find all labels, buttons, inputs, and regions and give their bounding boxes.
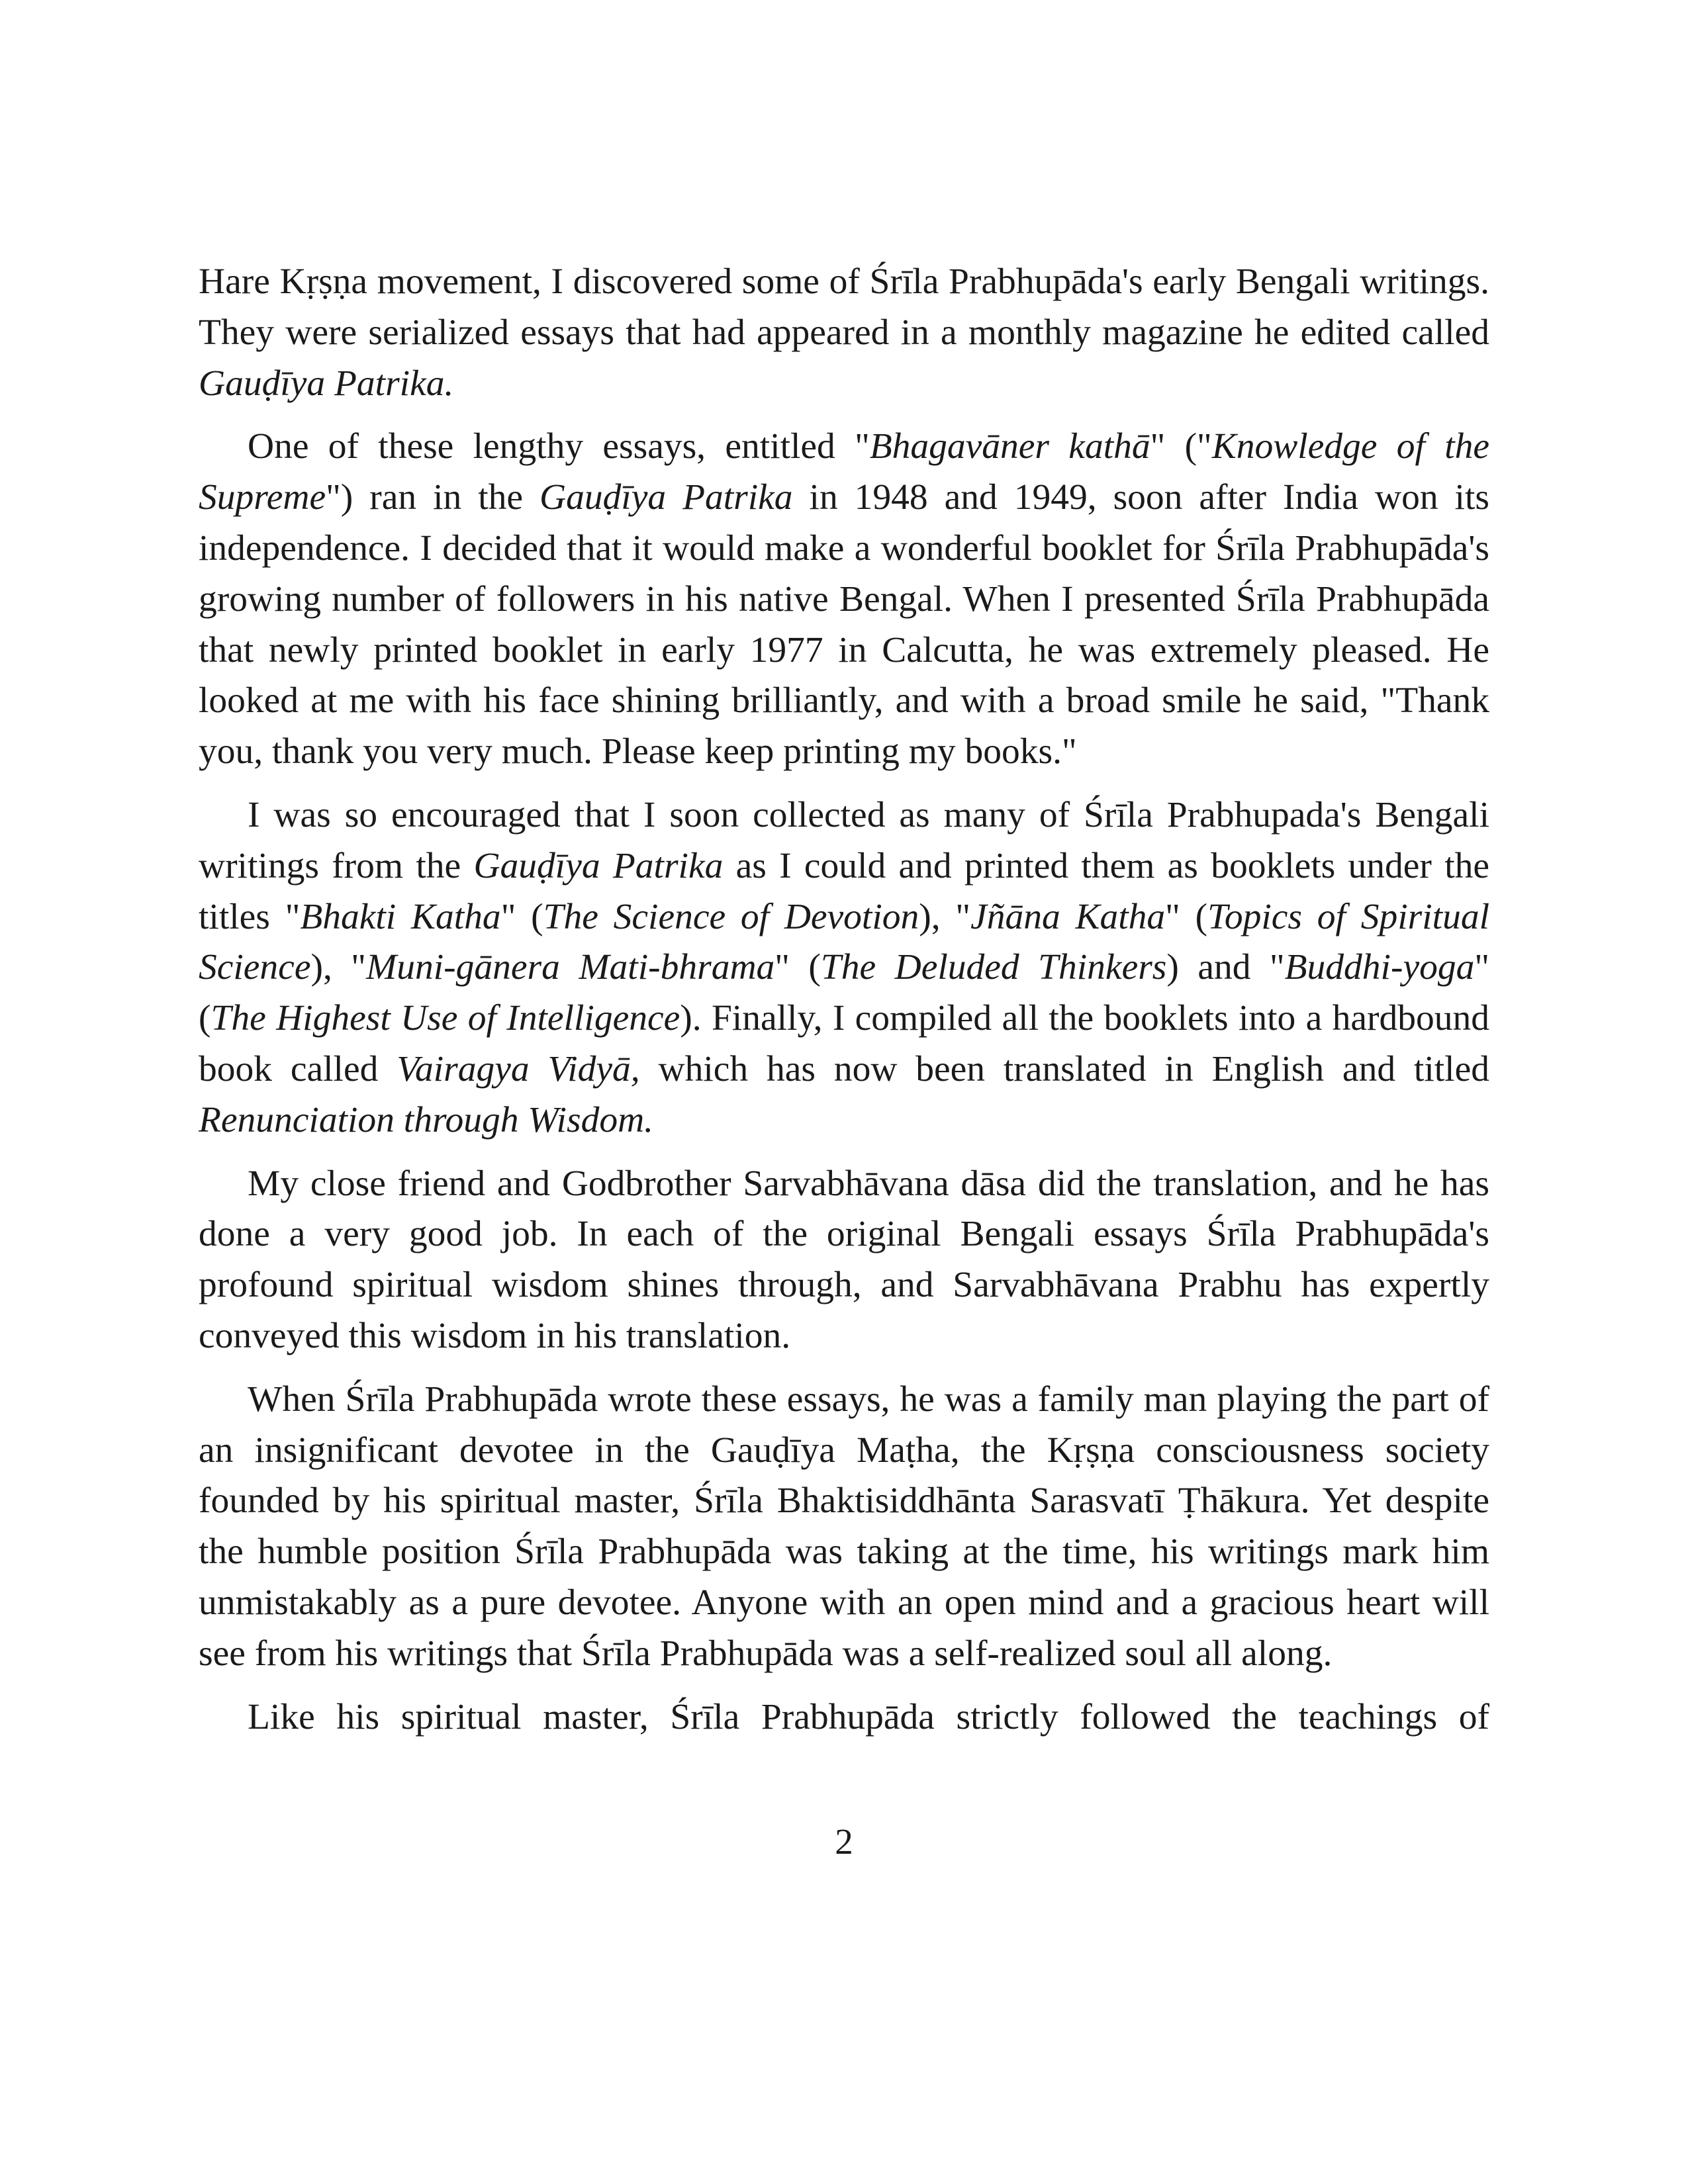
- text-run: ") ran in the: [326, 477, 539, 518]
- body-text: [199, 257, 1489, 1743]
- italic-text: Renunciation through Wisdom.: [199, 1099, 654, 1140]
- italic-text: Vairagya Vidyā,: [397, 1048, 640, 1089]
- text-run: Like his spiritual master, Śrīla Prabhupāda strictly followed the teachings of: [248, 1696, 1489, 1737]
- paragraph-3: [199, 790, 1489, 1146]
- italic-text: Knowledge of the Supreme: [199, 426, 1489, 518]
- text-run: ) and ": [1166, 947, 1285, 988]
- italic-text: Topics of Spiritual Science: [199, 896, 1490, 988]
- italic-text: Gauḍīya Patrika: [539, 477, 793, 518]
- text-run: ), ": [310, 947, 366, 988]
- text-run: " (: [774, 947, 821, 988]
- page-number: 2: [835, 1821, 853, 1862]
- text-run: as I could and printed them as booklets under the titles ": [199, 845, 1489, 937]
- text-run: " (: [500, 896, 543, 937]
- italic-text: The Science of Devotion: [543, 896, 919, 937]
- paragraph-2: [199, 422, 1489, 778]
- italic-text: The Deluded Thinkers: [820, 947, 1167, 988]
- text-run: My close friend and Godbrother Sarvabhāvana dāsa did the translation, and he has done a very good job. In each of the original Bengali essays Śrīla Prabhupāda's profound spiritual wisdom shines through, and Sarvabhāvana Prabhu has expertly conveyed this wisdom in his translation.: [199, 1163, 1489, 1356]
- italic-text: Bhagavāner kathā: [869, 426, 1150, 467]
- text-run: in 1948 and 1949, soon after India won its independence. I decided that it would make a wonderful booklet for Śrīla Prabhupāda's growing number of followers in his native Bengal. When I presented Śrīla Prabhupāda that newly printed booklet in early 1977 in Calcutta, he was extremely pleased. He looked at me with his face shining brilliantly, and with a broad smile he said, "Thank you, thank you very much. Please keep printing my books.": [199, 477, 1489, 772]
- text-run: ). Finally, I compiled all the booklets into a hardbound book called: [199, 998, 1489, 1089]
- text-run: When Śrīla Prabhupāda wrote these essays, he was a family man playing the part of an insignificant devotee in the Gauḍīya Maṭha, the Kṛṣṇa consciousness society founded by his spiritual master, Śrīla Bhaktisiddhānta Sarasvatī Ṭhākura. Yet despite the humble position Śrīla Prabhupāda was taking at the time, his writings mark him unmistakably as a pure devotee. Anyone with an open mind and a gracious heart will see from his writings that Śrīla Prabhupāda was a self-realized soul all along.: [199, 1379, 1489, 1674]
- text-run: which has now been translated in English and titled: [639, 1048, 1489, 1089]
- italic-text: Gauḍīya Patrika.: [199, 363, 454, 404]
- text-run: " (": [1150, 426, 1212, 467]
- italic-text: Jñāna Katha: [970, 896, 1166, 937]
- italic-text: Buddhi-yoga: [1284, 947, 1475, 988]
- paragraph-1: [199, 257, 1489, 409]
- text-run: I was so encouraged that I soon collected as many of Śrīla Prabhupada's Bengali writings from the: [199, 794, 1489, 886]
- text-run: ), ": [919, 896, 971, 937]
- paragraph-5: [199, 1375, 1489, 1680]
- italic-text: Bhakti Katha: [300, 896, 501, 937]
- italic-text: Muni-gānera Mati-bhrama: [365, 947, 775, 988]
- italic-text: Gauḍīya Patrika: [473, 845, 724, 886]
- italic-text: The Highest Use of Intelligence: [211, 998, 680, 1039]
- text-run: One of these lengthy essays, entitled ": [248, 426, 870, 467]
- text-run: " (: [199, 947, 1489, 1039]
- text-run: " (: [1165, 896, 1208, 937]
- paragraph-4: [199, 1159, 1489, 1362]
- text-run: Hare Kṛṣṇa movement, I discovered some of Śrīla Prabhupāda's early Bengali writings. They were serialized essays that had appeared in a monthly magazine he edited called: [199, 261, 1489, 353]
- paragraph-6: [199, 1692, 1489, 1743]
